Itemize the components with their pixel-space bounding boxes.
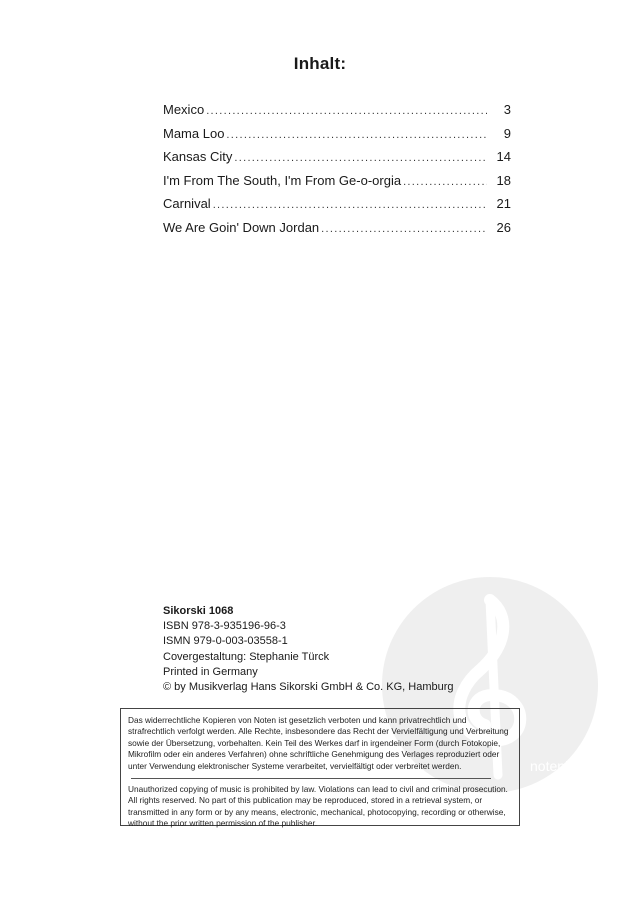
toc-entry (163, 173, 511, 197)
toc-leader-dots (403, 176, 487, 188)
toc-leader-dots (234, 152, 487, 164)
toc-title: Kansas City (163, 149, 233, 164)
toc-leader-dots (206, 105, 487, 117)
notice-english: Unauthorized copying of music is prohibited by law. Violations can lead to civil and criminal prosecution. All rights reserved. No part of this publication may be reproduced, stored in a retrieval system, or transmitted in any form or by any means, electronic, mechanical, photocopying, recording or otherwise, without the prior written permission of the publisher. (128, 784, 508, 829)
cover-credit: Covergestaltung: Stephanie Türck (163, 650, 330, 663)
toc-leader-dots (213, 199, 487, 211)
toc-page-number: 26 (496, 219, 511, 235)
page-title: Inhalt: (293, 54, 347, 73)
toc-title: I'm From The South, I'm From Ge-o-orgia (163, 172, 402, 188)
copyright-line: © by Musikverlag Hans Sikorski GmbH & Co. KG, Hamburg (163, 681, 454, 694)
ismn: ISMN 979-0-003-03558-1 (163, 635, 288, 648)
table-of-contents (163, 102, 511, 243)
toc-entry (163, 102, 511, 126)
copyright-notice-box (120, 708, 520, 829)
notice-divider (131, 778, 491, 779)
notice-german: Das widerrechtliche Kopieren von Noten ist gesetzlich verboten und kann privatrechtlich und strafrechtlich verfolgt werden. Alle Rechte, insbesondere das Recht der Vervielfältigung und Verbreitung sowie der Übersetzung, vorbehalten. Kein Teil des Werkes darf in irgendeiner Form (durch Fotokopie, Mikrofilm oder ein anderes Verfahren) ohne schriftliche Genehmigung des Verlages reproduziert oder unter Verwendung elektronischer Systeme verarbeitet, vervielfältigt oder verbreitet werden. (128, 715, 509, 771)
toc-title: We Are Goin' Down Jordan (163, 219, 320, 235)
toc-page-number: 14 (496, 149, 511, 164)
toc-page-number: 18 (496, 172, 511, 188)
printed-in: Printed in Germany (163, 665, 258, 678)
toc-title: Carnival (163, 196, 211, 211)
isbn: ISBN 978-3-935196-96-3 (163, 620, 286, 633)
catalog-number: Sikorski 1068 (163, 605, 234, 617)
watermark-text: notenbuch (530, 758, 596, 774)
toc-page-number: 3 (503, 102, 511, 117)
toc-entry (163, 149, 511, 173)
toc-title: Mama Loo (163, 125, 225, 141)
toc-entry (163, 220, 511, 244)
toc-leader-dots (321, 223, 487, 235)
imprint (163, 604, 454, 695)
toc-entry (163, 126, 511, 150)
toc-entry (163, 196, 511, 220)
toc-title: Mexico (163, 102, 205, 117)
toc-leader-dots (226, 129, 487, 141)
toc-page-number: 9 (503, 125, 511, 141)
toc-page-number: 21 (496, 196, 511, 211)
